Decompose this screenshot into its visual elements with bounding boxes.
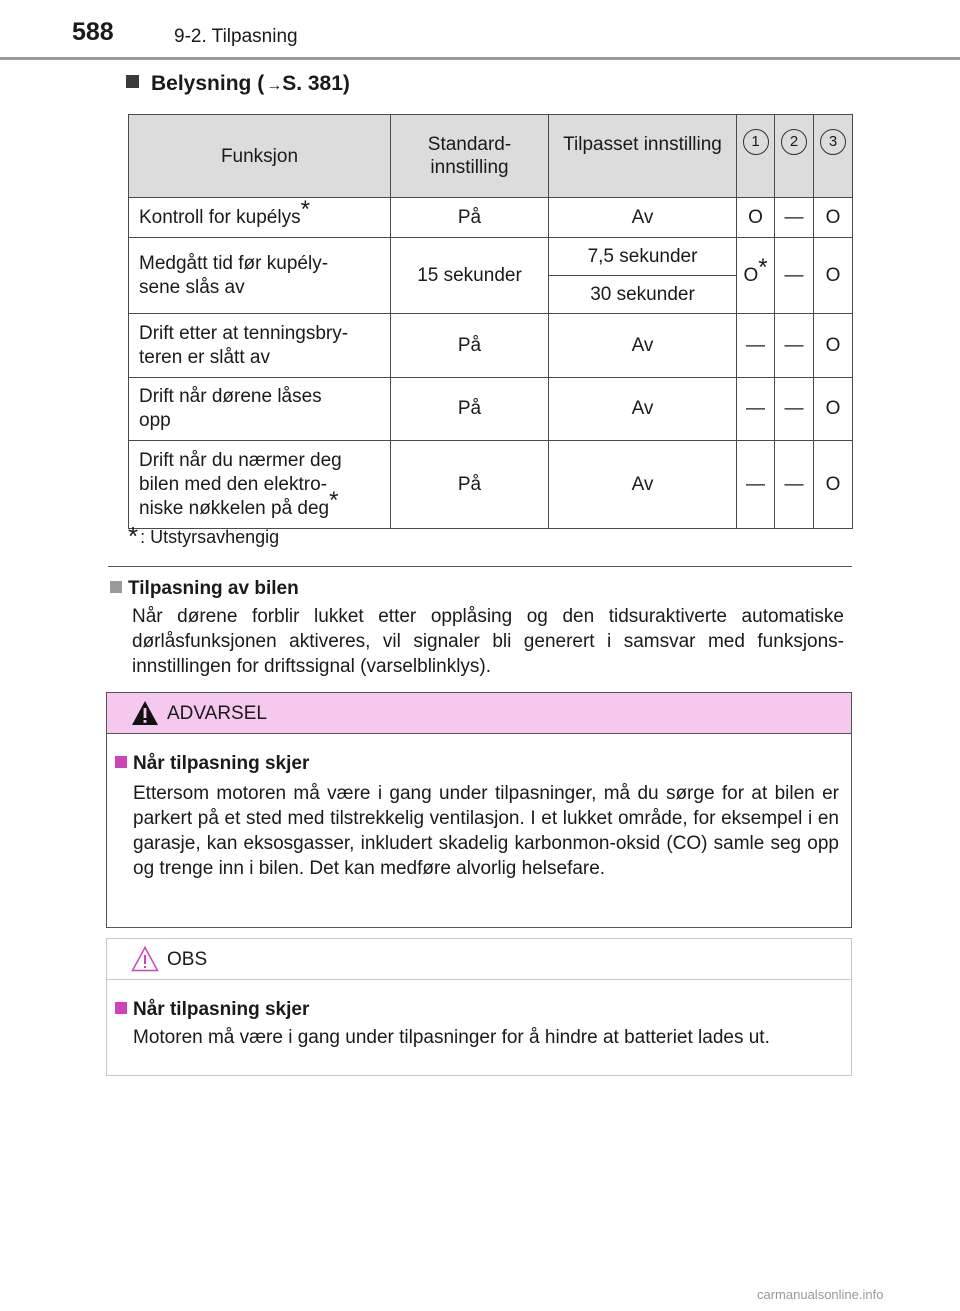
custom-cell: 7,5 sekunder: [549, 238, 737, 276]
table-row: [129, 378, 853, 441]
section-divider: [108, 566, 852, 567]
custom-cell: Av: [549, 378, 737, 441]
function-cell: Drift etter at tenningsbry- teren er slått av: [129, 314, 391, 378]
section-title: [126, 72, 350, 96]
subsection-title: [110, 578, 299, 600]
section-title-text: Belysning (: [151, 72, 265, 95]
default-cell: På: [391, 441, 549, 529]
square-bullet-icon: [115, 756, 127, 768]
warning-label: ADVARSEL: [167, 703, 267, 724]
section-ref-link[interactable]: S. 381): [282, 72, 350, 95]
default-cell: På: [391, 378, 549, 441]
column-header: Funksjon: [129, 115, 391, 198]
subsection-body: Når dørene forblir lukket etter opplåsing og den tidsuraktiverte automatiske dørlåsfunksjonen aktiveres, vil signaler bli generert i samsvar med funksjons-innstillingen for driftssignal (varselblinklys).: [132, 606, 844, 677]
notice-box: [106, 938, 852, 1076]
setting-cell: O: [814, 238, 853, 314]
table-row: [129, 198, 853, 238]
square-bullet-icon: [110, 581, 122, 593]
setting-cell: —: [737, 378, 775, 441]
arrow-icon: →: [266, 77, 283, 94]
column-header: Standard- innstilling: [391, 115, 549, 198]
warning-text: Ettersom motoren må være i gang under tilpasninger, må du sørge for at bilen er parkert på et sted med tilstrekkelig ventilasjon. I et lukket område, for eksempel i en garasje, kan eksosgasser, inkludert skadelig karbonmon-oksid (CO) samle seg opp og trenge inn i bilen. Det kan medføre alvorlig helsefare.: [133, 783, 839, 879]
default-cell: På: [391, 198, 549, 238]
function-cell: Medgått tid før kupély- sene slås av: [129, 238, 391, 314]
square-bullet-icon: [126, 75, 139, 88]
warning-box: [106, 692, 852, 928]
circled-number-icon: 2: [781, 129, 807, 155]
square-bullet-icon: [115, 1002, 127, 1014]
notice-triangle-icon: [131, 946, 159, 972]
setting-cell: —: [775, 198, 814, 238]
column-header: Tilpasset innstilling: [549, 115, 737, 198]
header-rule: [0, 57, 960, 60]
column-header: [737, 115, 775, 198]
circled-number-icon: 1: [743, 129, 769, 155]
chapter-title: 9-2. Tilpasning: [174, 26, 298, 47]
column-header: [775, 115, 814, 198]
setting-cell: —: [775, 238, 814, 314]
setting-cell: O: [814, 198, 853, 238]
footnote: [128, 521, 279, 552]
asterisk-mark: *: [128, 521, 139, 551]
watermark: carmanualsonline.info: [757, 1287, 884, 1302]
notice-text: Motoren må være i gang under tilpasninger for å hindre at batteriet lades ut.: [133, 1027, 770, 1048]
function-cell: Kontroll for kupélys*: [129, 198, 391, 238]
circled-number-icon: 3: [820, 129, 846, 155]
page-number: 588: [72, 18, 114, 46]
setting-cell: O: [814, 378, 853, 441]
table-row: [129, 441, 853, 529]
table-row: [129, 314, 853, 378]
column-header: [814, 115, 853, 198]
footnote-text: : Utstyrsavhengig: [140, 527, 280, 547]
warning-triangle-icon: [131, 700, 159, 726]
setting-cell: O*: [737, 238, 775, 314]
notice-header: [107, 939, 851, 980]
custom-cell: Av: [549, 314, 737, 378]
function-cell: Drift når dørene låses opp: [129, 378, 391, 441]
setting-cell: O: [814, 441, 853, 529]
warning-header: [107, 693, 851, 734]
setting-cell: —: [737, 441, 775, 529]
table-row: [129, 238, 853, 276]
setting-cell: —: [775, 314, 814, 378]
setting-cell: —: [775, 441, 814, 529]
setting-cell: O: [814, 314, 853, 378]
table-header-row: [129, 115, 853, 198]
setting-cell: O: [737, 198, 775, 238]
default-cell: 15 sekunder: [391, 238, 549, 314]
settings-table: [128, 114, 853, 529]
notice-label: OBS: [167, 949, 208, 970]
custom-cell: Av: [549, 441, 737, 529]
function-cell: Drift når du nærmer deg bilen med den elektro- niske nøkkelen på deg*: [129, 441, 391, 529]
custom-cell: 30 sekunder: [549, 276, 737, 314]
custom-cell: Av: [549, 198, 737, 238]
page-header: [0, 0, 960, 62]
setting-cell: —: [775, 378, 814, 441]
setting-cell: —: [737, 314, 775, 378]
notice-subtitle: Når tilpasning skjer: [115, 999, 309, 1021]
warning-subtitle: Når tilpasning skjer: [115, 753, 309, 775]
default-cell: På: [391, 314, 549, 378]
subsection-title-text: Tilpasning av bilen: [128, 578, 299, 599]
